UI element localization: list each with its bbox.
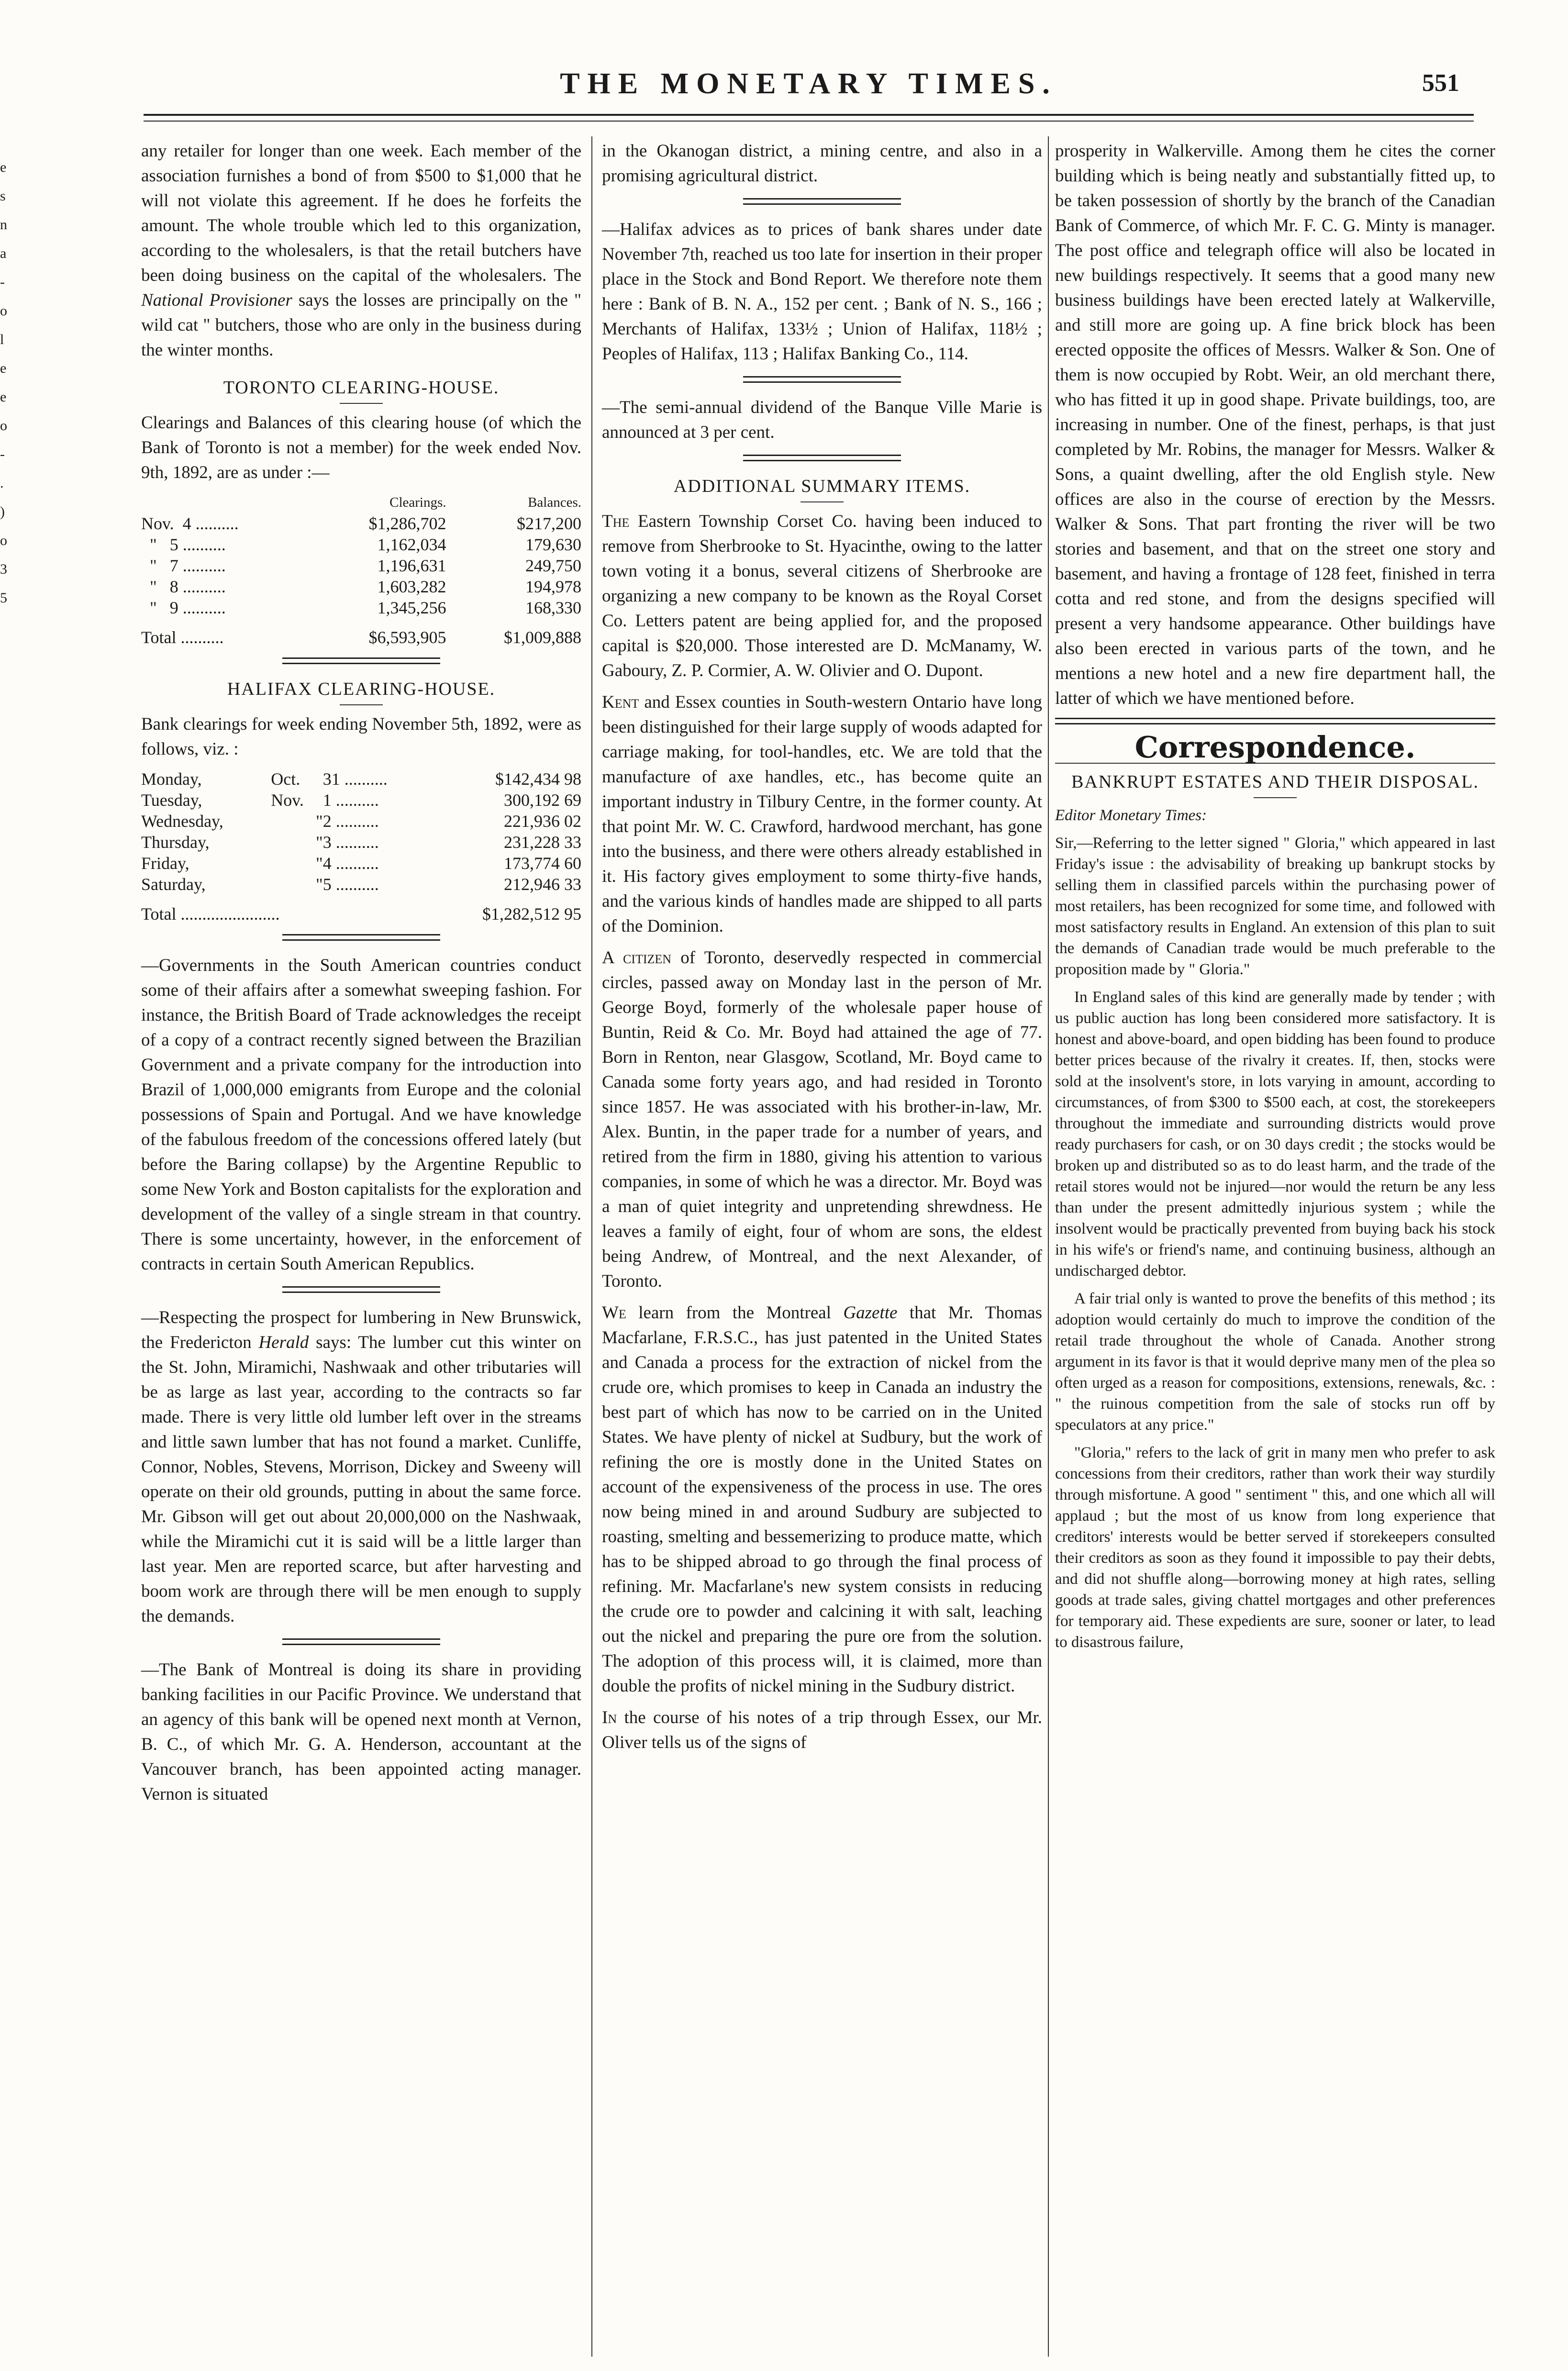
article-nickel: We learn from the Montreal Gazette that Mr. Thomas Macfarlane, F.R.S.C., has just patented in the United States and Canada a process for the extraction of nickel from the crude ore, which promises to keep in Canada an industry the best part of which has now to be carried on in the United States. We have plenty of nickel at Sudbury, but the work of refining the ore is mostly done in the United States on account of the expensiveness of the process in use. The ores now being mined in and around Sudbury are subjected to roasting, smelting and bessemerizing to produce matte, which has to be shipped abroad to go through the final process of refining. Mr. Macfarlane's new system consists in reducing the crude ore to powder and calcining it with salt, leaching out the nickel and preparing the pure ore from the solution. The adoption of this process will, it is claimed, more than double the profits of nickel mining in the Sudbury district. [602, 1303, 1042, 1696]
letter-paragraph: A fair trial only is wanted to prove the benefits of this method ; its adoption would certainly do much to improve the condition of the retail trade throughout the whole of Canada. Another strong argument in its favor is that it would deprive many men of the plea so often urged as a reason for compositions, extensions, renewals, &c. : " the ruinous competition from the sale of stocks run off by speculators at any price." [1055, 1290, 1495, 1434]
article-lumbering: —Respecting the prospect for lumbering in New Brunswick, the Fredericton Herald says: The lumber cut this winter on the St. John, Miramichi, Nashwaak and other tributaries will be as large as last year, according to the contracts so far made. There is very little old lumber left over in the streams and little sawn lumber that has not found a market. Cunliffe, Connor, Nobles, Stevens, Morrison, Dickey and Sweeny will operate on their old grounds, putting in about the same force. Mr. Gibson will get out about 20,000,000 on the Nashwaak, while the Miramichi cut it is said will be a little larger than last year. Men are reported scarce, but after harvesting and boom work are through there will be men enough to supply the demands. [141, 1308, 582, 1626]
heading-rule [1254, 797, 1297, 798]
masthead [144, 67, 1474, 105]
publication-title: THE MONETARY TIMES. [560, 67, 1057, 100]
table-row: Tuesday, Nov. 1 .......... 300,192 69 [141, 790, 581, 810]
article-halifax-shares: —Halifax advices as to prices of bank shares under date November 7th, reached us too late for insertion in their proper place in the Stock and Bond Report. We therefore note them here : Bank of B. N. A., 152 per cent. ; Bank of N. S., 166 ; Merchants of Halifax, 133½ ; Union of Halifax, 118½ ; Peoples of Halifax, 113 ; Halifax Banking Co., 114. [602, 220, 1042, 364]
article-bank-of-montreal: —The Bank of Montreal is doing its share in providing banking facilities in our Pacific Province. We understand that an agency of this bank will be opened next month at Vernon, B. C., of which Mr. G. A. Henderson, accountant at the Vancouver branch, has been appointed acting manager. Vernon is situated [141, 1660, 581, 1804]
heading-rule [340, 403, 383, 404]
table-row: Saturday, " 5 .......... 212,946 33 [141, 875, 581, 894]
page-number: 551 [1422, 69, 1459, 97]
heading-rule [801, 501, 844, 502]
article-essex-trip: In the course of his notes of a trip through Essex, our Mr. Oliver tells us of the signs of [602, 1708, 1043, 1752]
column-1 [141, 139, 581, 1814]
table-row: " 7 .......... 1,196,631 249,750 [141, 556, 581, 575]
article-walkerville: prosperity in Walkerville. Among them he cites the corner building which is being neatly and substantially fitted up, to be taken possession of shortly by the branch of the Canadian Bank of Commerce, of which Mr. F. C. G. Minty is manager. The post office and telegraph office will also be located in new buildings respectively. It seems that a good many new business buildings have been erected lately at Walkerville, and still more are going up. A fine brick block has been erected opposite the offices of Messrs. Walker & Son. One of them is now occupied by Robt. Weir, an old merchant there, who has fitted it up in good shape. Private buildings, too, are increasing in number. One of the finest, perhaps, is that just completed by Mr. Robins, the manager for Messrs. Walker & Sons, a quaint dwelling, after the old English style. New offices are also in the course of erection by the Messrs. Walker & Sons. That part fronting the river will be two stories and basement, and that on the street one story and basement, and having a frontage of 128 feet, finished in terra cotta and red stone, and from the designs specified will present a very handsome appearance. Other buildings have also been erected in various parts of the town, and he mentions a new hotel and a new fire department hall, the latter of which we have mentioned before. [1055, 141, 1495, 708]
letter-paragraph: Sir,—Referring to the letter signed " Gloria," which appeared in last Friday's issue : the advisability of breaking up bankrupt stocks by selling them in classified parcels within the purchasing power of most retailers, has been recognized for some time, and followed with most satisfactory results in England. An extension of this plan to suit the demands of Canadian trade would be much preferable to the proposition made by " Gloria." [1055, 835, 1495, 978]
article-butchers: any retailer for longer than one week. Each member of the association furnishes a bond of from $500 to $1,000 that he will not violate this agreement. If he does he forfeits the amount. The whole trouble which led to this organization, according to the wholesalers, is that the retail butchers have been doing business on the capital of the wholesalers. The National Provisioner says the losses are principally on the " wild cat " butchers, those who are only in the business during the winter months. [141, 141, 582, 360]
letter-paragraph: In England sales of this kind are generally made by tender ; with us public auction has long been considered more satisfactory. It is honest and above-board, and open bidding has been found to produce better prices because of the rivalry it creates. If, then, stocks were sold at the insolvent's store, in lots varying in amount, according to circumstances, of from $300 to $500 each, at cost, the storekeepers throughout the immediate and surrounding districts would prove ready purchasers for cash, or on 30 days credit ; the stocks would be broken up and distributed so as to do least harm, and the trade of the retail stores would not be injured—nor would the return be any less than under the present admittedly injurious system ; while the insolvent would be practically prevented from buying back his stock in his wife's or friend's name, and continuing business, although an undischarged debtor. [1055, 989, 1495, 1280]
table-row: Nov. 4 .......... $1,286,702 $217,200 [141, 514, 581, 533]
section-rule [282, 1286, 440, 1293]
table-row: Monday, Oct. 31 .......... $142,434 98 [141, 769, 581, 789]
bankrupt-estates-heading: BANKRUPT ESTATES AND THEIR DISPOSAL. [1071, 772, 1479, 792]
halifax-clearing-table [141, 768, 581, 924]
section-rule [282, 1638, 440, 1645]
table-row: Wednesday, " 2 .......... 221,936 02 [141, 812, 581, 831]
correspondence-heading: Correspondence. [1134, 730, 1416, 765]
section-rule [1055, 718, 1495, 724]
section-rule [743, 376, 901, 383]
article-kent-essex: Kent and Essex counties in South-western Ontario have long been distinguished for their large supply of woods adapted for carriage making, for tool-handles, etc. We are told that the manufacture of axe handles, etc., has become quite an important industry in Tilbury Centre, in the former county. At that point Mr. W. C. Crawford, hardwood merchant, has gone into the business, and there were others already established in it. His factory gives employment to some thirty-five hands, and the various kinds of handles made are shipped to all parts of the Dominion. [602, 692, 1043, 936]
table-row: " 9 .......... 1,345,256 168,330 [141, 598, 581, 617]
article-okanogan: in the Okanogan district, a mining centre, and also in a promising agricultural district. [602, 141, 1042, 186]
header-rule-thin [144, 121, 1474, 122]
section-rule [282, 657, 440, 664]
column-3 [1055, 139, 1495, 1659]
table-row: " 5 .......... 1,162,034 179,630 [141, 535, 581, 554]
article-george-boyd: A citizen of Toronto, deservedly respected in commercial circles, passed away on Monday last in the person of Mr. George Boyd, formerly of the wholesale paper house of Buntin, Reid & Co. Mr. Boyd had attained the age of 77. Born in Renton, near Glasgow, Scotland, Mr. Boyd came to Canada some forty years ago, and had resided in Toronto since 1857. He was associated with his brother-in-law, Mr. Alex. Buntin, in the paper trade for a number of years, and retired from the firm in 1880, giving his attention to various companies, in some of which he was a director. Mr. Boyd was a man of quiet integrity and unpretending shrewdness. He leaves a family of eight, four of whom are sons, the eldest being Andrew, of Montreal, and the next Alexander, of Toronto. [602, 948, 1043, 1291]
article-banque-dividend: —The semi-annual dividend of the Banque Ville Marie is announced at 3 per cent. [602, 398, 1042, 442]
heading-rule [340, 704, 383, 705]
article-south-america: —Governments in the South American countries conduct some of their affairs after a somewhat sweeping fashion. For instance, the British Board of Trade acknowledges the receipt of a copy of a contract recently signed between the Brazilian Government and a private company for the introduction into Brazil of 1,000,000 emigrants from Europe and the colonial possessions of Spain and Portugal. And we have knowledge of the fabulous freedom of the concessions offered lately (but before the Baring collapse) by the Argentine Republic to some New York and Boston capitalists for the exploration and development of the valley of a single stream in that country. There is some uncertainty, however, in the enforcement of contracts in certain South American Republics. [141, 956, 581, 1274]
toronto-intro: Clearings and Balances of this clearing house (of which the Bank of Toronto is not a member) for the week ended Nov. 9th, 1892, are as under :— [141, 413, 581, 482]
header-rule [144, 114, 1474, 116]
editor-salutation: Editor Monetary Times: [1055, 807, 1207, 824]
article-corset: The Eastern Township Corset Co. having been induced to remove from Sherbrooke to St. Hyacinthe, owing to the latter town voting it a bonus, several citizens of Sherbrooke are organizing a new company to be known as the Royal Corset Co. Letters patent are being applied for, and the proposed capital is $20,000. Those interested are D. McManamy, W. Gaboury, Z. P. Cormier, A. W. Olivier and O. Dupont. [602, 512, 1042, 680]
table-row: " 8 .......... 1,603,282 194,978 [141, 577, 581, 596]
toronto-clearing-table: Clearings. Balances. Nov. 4 .......... $1,286,702 $217,200 " 5 .......... 1,162,034 179,630 " 7 .......... 1,196,631 249,750 " 8 .......... 1,603,282 194,978 " 9 .......... 1,345,256 168,330 Total .......... $6,593,905 $1,009,888 [141, 495, 581, 647]
table-total-row: Total ....................... $1,282,512 95 [141, 904, 581, 924]
toronto-clearing-heading: TORONTO CLEARING-HOUSE. [223, 378, 500, 398]
section-rule [743, 455, 901, 461]
section-rule [282, 934, 440, 941]
halifax-intro: Bank clearings for week ending November 5th, 1892, were as follows, viz. : [141, 714, 581, 759]
section-rule [743, 198, 901, 205]
table-total-row: Total .......... $6,593,905 $1,009,888 [141, 628, 581, 647]
table-row: Thursday, " 3 .......... 231,228 33 [141, 833, 581, 852]
column-divider [1048, 136, 1049, 2357]
column-2 [602, 139, 1042, 1762]
table-row: Friday, " 4 .......... 173,774 60 [141, 854, 581, 873]
summary-items-heading: ADDITIONAL SUMMARY ITEMS. [673, 476, 971, 496]
letter-paragraph: "Gloria," refers to the lack of grit in many men who prefer to ask concessions from their creditors, rather than work their way sturdily through misfortune. A good " sentiment " this, and one which all will applaud ; but the most of us know from long experience that creditors' interests would be better served if storekeepers consulted their creditors as soon as they found it impossible to pay their debts, and did not shuffle along—borrowing money at high rates, selling goods at trade sales, giving chattel mortgages and other preferences for temporary aid. These expedients are sure, sooner or later, to lead to disastrous failure, [1055, 1444, 1495, 1651]
column-divider [591, 136, 592, 2357]
halifax-clearing-heading: HALIFAX CLEARING-HOUSE. [227, 679, 496, 699]
margin-bleed-text: e s n a - o l e e o - . ) o 3 5 [0, 159, 7, 606]
